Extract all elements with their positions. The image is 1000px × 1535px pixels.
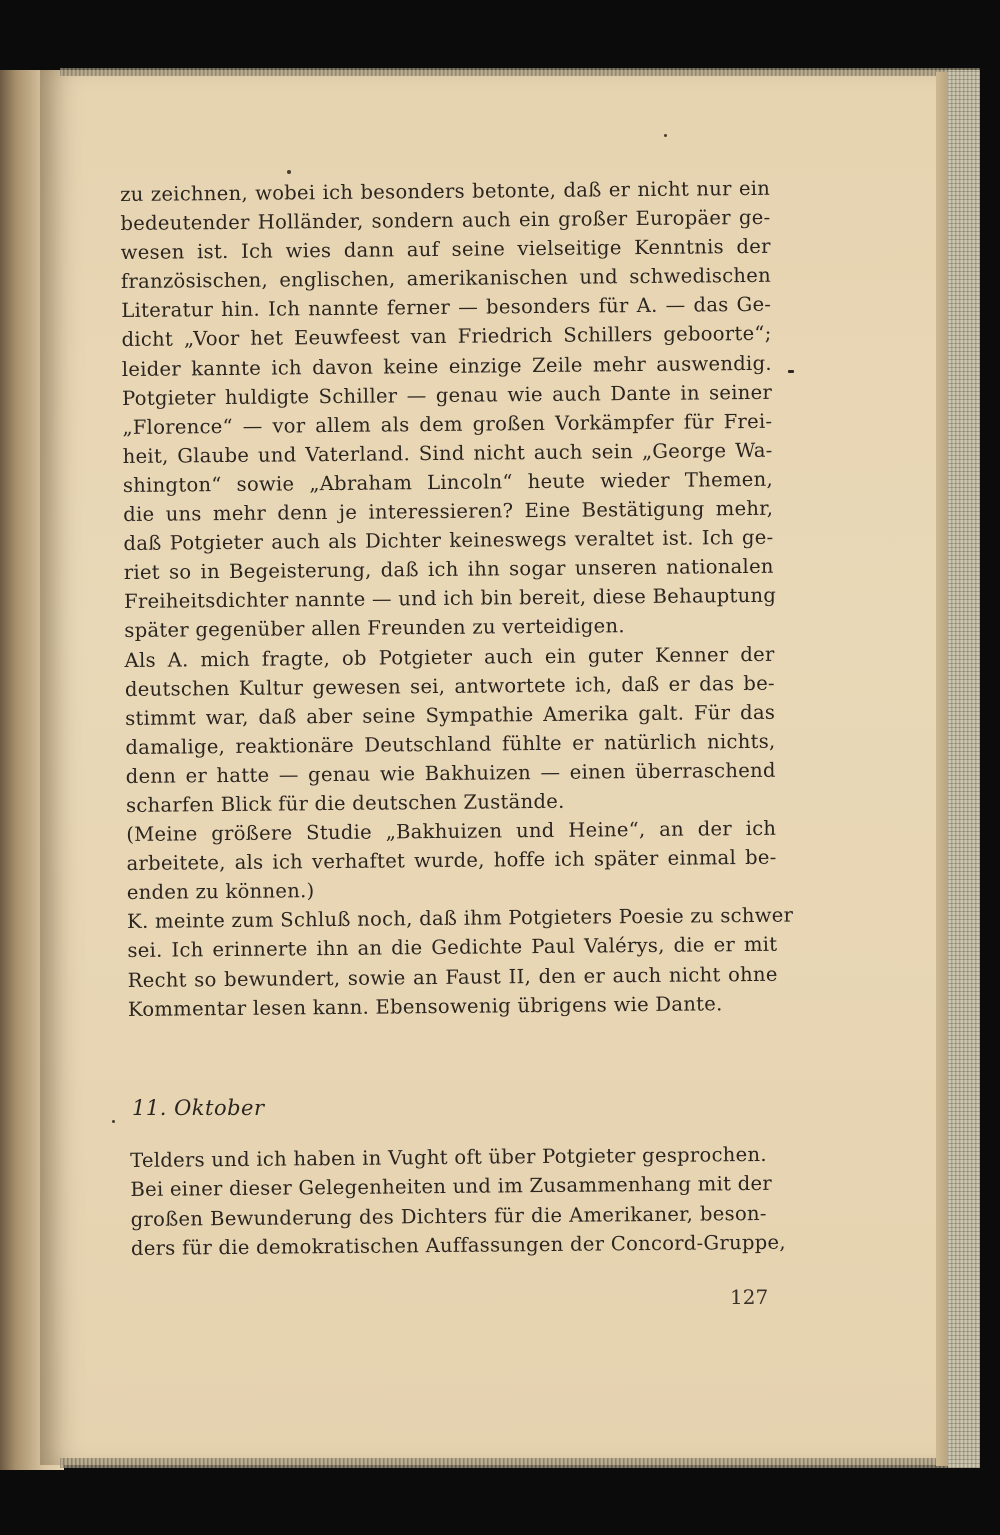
paper-speck xyxy=(112,1120,115,1123)
text-line: scharfen Blick für die deutschen Zustände. xyxy=(125,789,565,817)
text-line: Telders und ich haben in Vught oft über Potgieter gesprochen. xyxy=(130,1142,767,1172)
text-line: damalige, reaktionäre Deutschland fühlte er natürlich nichts, xyxy=(125,729,776,759)
text-line: „Florence“ — vor allem als dem großen Vorkämpfer für Frei- xyxy=(122,409,773,439)
text-line: zu zeichnen, wobei ich besonders betonte, daß er nicht nur ein xyxy=(120,176,771,206)
page-top-edge xyxy=(60,68,980,76)
paper-speck xyxy=(788,370,794,373)
binding-cloth xyxy=(948,70,980,1468)
text-line: stimmt war, daß aber seine Sympathie Amerika galt. Für das xyxy=(125,700,776,730)
text-line: Als A. mich fragte, ob Potgieter auch ein guter Kenner der xyxy=(124,642,775,672)
text-line: riet so in Begeisterung, daß ich ihn sogar unseren nationalen xyxy=(123,554,774,585)
text-line: (Meine größere Studie „Bakhuizen und Heine“, an der ich xyxy=(126,816,777,847)
paper-speck xyxy=(287,170,291,174)
text-line: Recht so bewundert, sowie an Faust II, den er auch nicht ohne xyxy=(127,962,778,992)
date-heading: 11. Oktober xyxy=(132,1096,265,1120)
text-line: Bei einer dieser Gelegenheiten und im Zusammenhang mit der xyxy=(130,1172,773,1202)
text-line: shington“ sowie „Abraham Lincoln“ heute wieder Themen, xyxy=(122,467,774,497)
text-line: ders für die demokratischen Auffassungen der Concord-Gruppe, xyxy=(130,1230,786,1261)
text-line: Potgieter huldigte Schiller — genau wie auch Dante in seiner xyxy=(121,380,773,410)
text-line: die uns mehr denn je interessieren? Eine Bestätigung mehr, xyxy=(123,496,774,527)
text-line: dicht „Voor het Eeuwfeest van Friedrich Schillers geboorte“; xyxy=(121,322,772,352)
text-line: Literatur hin. Ich nannte ferner — besonders für A. — das Ge- xyxy=(121,293,772,323)
text-line: deutschen Kultur gewesen sei, antwortete ich, daß er das be- xyxy=(124,671,775,701)
text-line: heit, Glaube und Vaterland. Sind nicht auch sein „George Wa- xyxy=(122,438,773,468)
text-line: denn er hatte — genau wie Bakhuizen — einen überraschend xyxy=(125,758,776,788)
text-line: arbeitete, als ich verhaftet wurde, hoffe ich später einmal be- xyxy=(126,845,777,876)
text-line: französischen, englischen, amerikanischen und schwedischen xyxy=(120,264,772,294)
text-line: daß Potgieter auch als Dichter keineswegs veraltet ist. Ich ge- xyxy=(123,525,774,556)
text-line: enden zu können.) xyxy=(126,879,315,905)
main-text xyxy=(120,174,794,1024)
text-line: bedeutender Holländer, sondern auch ein großer Europäer ge- xyxy=(120,205,771,236)
page-number: 127 xyxy=(730,1285,769,1309)
text-line: Kommentar lesen kann. Ebensowenig übrigens wie Dante. xyxy=(127,991,723,1021)
page-fore-edge xyxy=(936,72,948,1466)
text-line: Freiheitsdichter nannte — und ich bin bereit, diese Behauptung xyxy=(123,584,777,614)
text-line: wesen ist. Ich wies dann auf seine vielseitige Kenntnis der xyxy=(120,234,771,265)
text-line: sei. Ich erinnerte ihn an die Gedichte Paul Valérys, die er mit xyxy=(127,933,778,963)
paper-speck xyxy=(664,134,667,137)
page-bottom-edge xyxy=(60,1458,980,1468)
second-paragraph xyxy=(130,1140,786,1264)
text-line: später gegenüber allen Freunden zu verteidigen. xyxy=(124,614,625,643)
text-line: leider kannte ich davon keine einzige Zeile mehr auswendig. xyxy=(121,351,772,381)
text-line: großen Bewunderung des Dichters für die Amerikaner, beson- xyxy=(130,1201,767,1231)
text-line: K. meinte zum Schluß noch, daß ihm Potgieters Poesie zu schwer xyxy=(127,903,794,934)
